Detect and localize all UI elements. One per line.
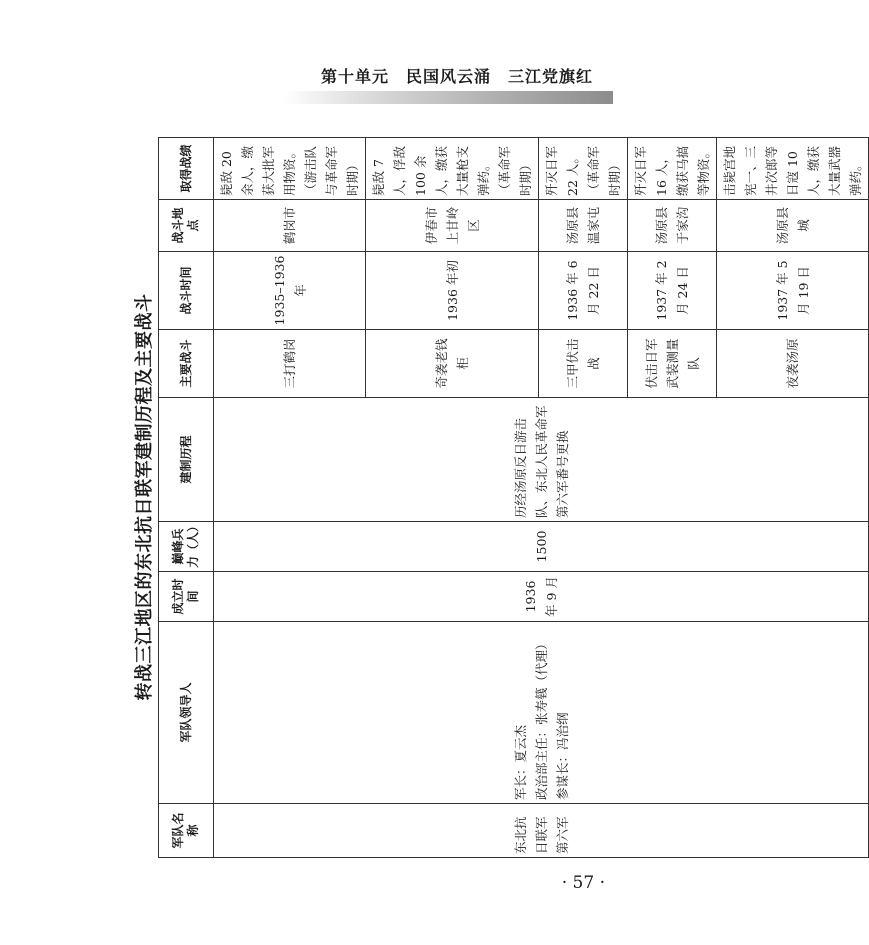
header-leader: 军队领导人 (159, 622, 214, 804)
header-battle: 主要战斗 (159, 330, 214, 398)
table-caption: 转战三江地区的东北抗日联军建制历程及主要战斗 (134, 293, 155, 701)
peak-cell: 1500 (214, 522, 869, 572)
result-cell: 歼灭日军 16 人，缴获马搞等物资。 (628, 138, 717, 200)
history-cell: 历经汤原反日游击队、东北人民革命军第六军番号更换 (214, 398, 869, 522)
time-cell: 1935–1936 年 (214, 252, 366, 330)
header-founded: 成立时间 (159, 572, 214, 622)
time-cell: 1936 年 6 月 22 日 (539, 252, 628, 330)
result-cell: 毙敌 7 人，俘敌 100 余人，缴获大量枪支弹药。（革命军时期） (366, 138, 539, 200)
unit-title: 第十单元 民国风云涌 三江党旗红 (320, 67, 593, 86)
founded-cell: 1936 年 9 月 (214, 572, 869, 622)
battle-cell: 奇袭老钱柜 (366, 330, 539, 398)
leader-line: 政治部主任：张寿篯（代理） (533, 637, 549, 800)
header-place: 战斗地点 (159, 200, 214, 252)
result-cell: 歼灭日军 22 人。（革命军时期） (539, 138, 628, 200)
place-cell: 汤原县城 (717, 200, 869, 252)
header-gradient-bar (283, 91, 613, 104)
battle-cell: 伏击日军武装测量队 (628, 330, 717, 398)
battle-cell: 三甲伏击战 (539, 330, 628, 398)
place-cell: 汤原县温家屯 (539, 200, 628, 252)
header-peak: 巅峰兵力（人） (159, 522, 214, 572)
time-cell: 1936 年初 (366, 252, 539, 330)
header-name: 军队名称 (159, 804, 214, 858)
result-cell: 毙敌 20 余人，缴获大批军用物资。（游击队与革命军时期） (214, 138, 366, 200)
page-number: · 57 · (561, 873, 605, 893)
leader-line: 军长：夏云杰 (512, 724, 528, 800)
battle-cell: 夜袭汤原 (717, 330, 869, 398)
header-history: 建制历程 (159, 398, 214, 522)
header-row (159, 138, 214, 858)
army-table (158, 137, 869, 858)
place-cell: 汤原县于家沟 (628, 200, 717, 252)
place-cell: 鹤岗市 (214, 200, 366, 252)
battle-cell: 三打鹤岗 (214, 330, 366, 398)
leader-line: 参谋长：冯治纲 (554, 712, 570, 800)
army-leader-cell (214, 622, 869, 804)
time-cell: 1937 年 5 月 19 日 (717, 252, 869, 330)
header-result: 取得战绩 (159, 138, 214, 200)
time-cell: 1937 年 2 月 24 日 (628, 252, 717, 330)
result-cell: 击毙宫地宪一、三井次郎等日寇 10 人，缴获大量武器弹药。 (717, 138, 869, 200)
header-time: 战斗时间 (159, 252, 214, 330)
rotated-table-block (132, 136, 863, 858)
table-row (214, 138, 366, 858)
army-name-cell: 东北抗日联军第六军 (214, 804, 869, 858)
place-cell: 伊春市上甘岭区 (366, 200, 539, 252)
